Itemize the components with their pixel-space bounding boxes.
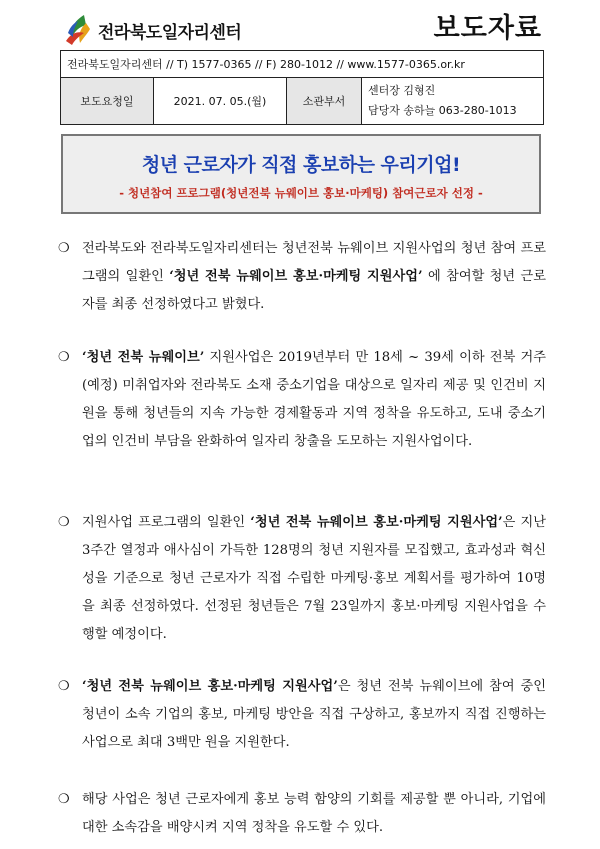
headline-box — [61, 134, 541, 214]
paragraph-emphasis: ‘청년 전북 뉴웨이브’ — [82, 350, 205, 365]
request-date-label: 보도요청일 — [61, 78, 154, 125]
paragraph-text: 해당 사업은 청년 근로자에게 홍보 능력 함양의 기회를 제공할 뿐 아니라, 기업에 대한 소속감을 배양시켜 지역 정착을 유도할 수 있다. — [82, 792, 546, 835]
press-release-title: 보도자료 — [433, 13, 542, 44]
director-name: 센터장 김형진 — [368, 84, 436, 97]
paragraph-text: 전라북도와 전라북도일자리센터는 청년전북 뉴웨이브 지원사업의 청년 참여 프로그램의 일환인 ‘청년 전북 뉴웨이브 홍보·마케팅 지원사업’ 에 참여할 청년 근로자를 최종 선정하였다고 밝혔다. — [82, 241, 547, 312]
bullet-icon: ❍ — [58, 679, 70, 694]
org-logo — [62, 12, 241, 48]
request-date: 2021. 07. 05.(월) — [154, 78, 287, 125]
paragraph — [58, 235, 546, 319]
headline-title: 청년 근로자가 직접 홍보하는 우리기업! — [141, 154, 461, 176]
paragraph — [58, 673, 546, 757]
org-name: 전라북도일자리센터 — [98, 22, 242, 43]
department-label: 소관부서 — [287, 78, 362, 125]
paragraph-emphasis: ‘청년 전북 뉴웨이브 홍보·마케팅 지원사업’ — [82, 679, 338, 694]
bullet-icon: ❍ — [58, 792, 70, 807]
department-contact — [362, 78, 544, 125]
info-table — [60, 50, 544, 125]
paragraph-text: ‘청년 전북 뉴웨이브’ 지원사업은 2019년부터 만 18세 ~ 39세 이하 전북 거주(예정) 미취업자와 전라북도 소재 중소기업을 대상으로 일자리 제공 및 인건비 지원을 통해 청년들의 지속 가능한 경제활동과 지역 정착을 유도하고, 도내 중소기업의 인건비 부담을 완화하여 일자리 창출을 도모하는 지원사업이다. — [82, 350, 546, 449]
manager-contact: 담당자 송하늘 063-280-1013 — [368, 104, 517, 117]
paragraph-text: 지원사업 프로그램의 일환인 ‘청년 전북 뉴웨이브 홍보·마케팅 지원사업’은 지난 3주간 열정과 애사심이 가득한 128명의 청년 지원자를 모집했고, 효과성과 혁신성을 기준으로 청년 근로자가 직접 수립한 마케팅·홍보 계획서를 평가하여 10명을 최종 선정하였다. 선정된 청년들은 7월 23일까지 홍보·마케팅 지원사업을 수행할 예정이다. — [82, 515, 546, 642]
paragraph — [58, 786, 546, 842]
paragraph-emphasis: ‘청년 전북 뉴웨이브 홍보·마케팅 지원사업’ — [169, 269, 423, 284]
org-logo-icon — [62, 13, 92, 47]
paragraph-text: ‘청년 전북 뉴웨이브 홍보·마케팅 지원사업’은 청년 전북 뉴웨이브에 참여 중인 청년이 소속 기업의 홍보, 마케팅 방안을 직접 구상하고, 홍보까지 직접 진행하는 사업으로 최대 3백만 원을 지원한다. — [82, 679, 546, 750]
bullet-icon: ❍ — [58, 515, 70, 530]
paragraph — [58, 509, 546, 649]
paragraph-emphasis: ‘청년 전북 뉴웨이브 홍보·마케팅 지원사업’ — [250, 515, 503, 530]
paragraph — [58, 344, 546, 456]
bullet-icon: ❍ — [58, 241, 70, 256]
contact-line: 전라북도일자리센터 // T) 1577-0365 // F) 280-1012 // www.1577-0365.or.kr — [61, 51, 544, 78]
bullet-icon: ❍ — [58, 350, 70, 365]
headline-subtitle: - 청년참여 프로그램(청년전북 뉴웨이브 홍보·마케팅) 참여근로자 선정 - — [119, 186, 483, 200]
